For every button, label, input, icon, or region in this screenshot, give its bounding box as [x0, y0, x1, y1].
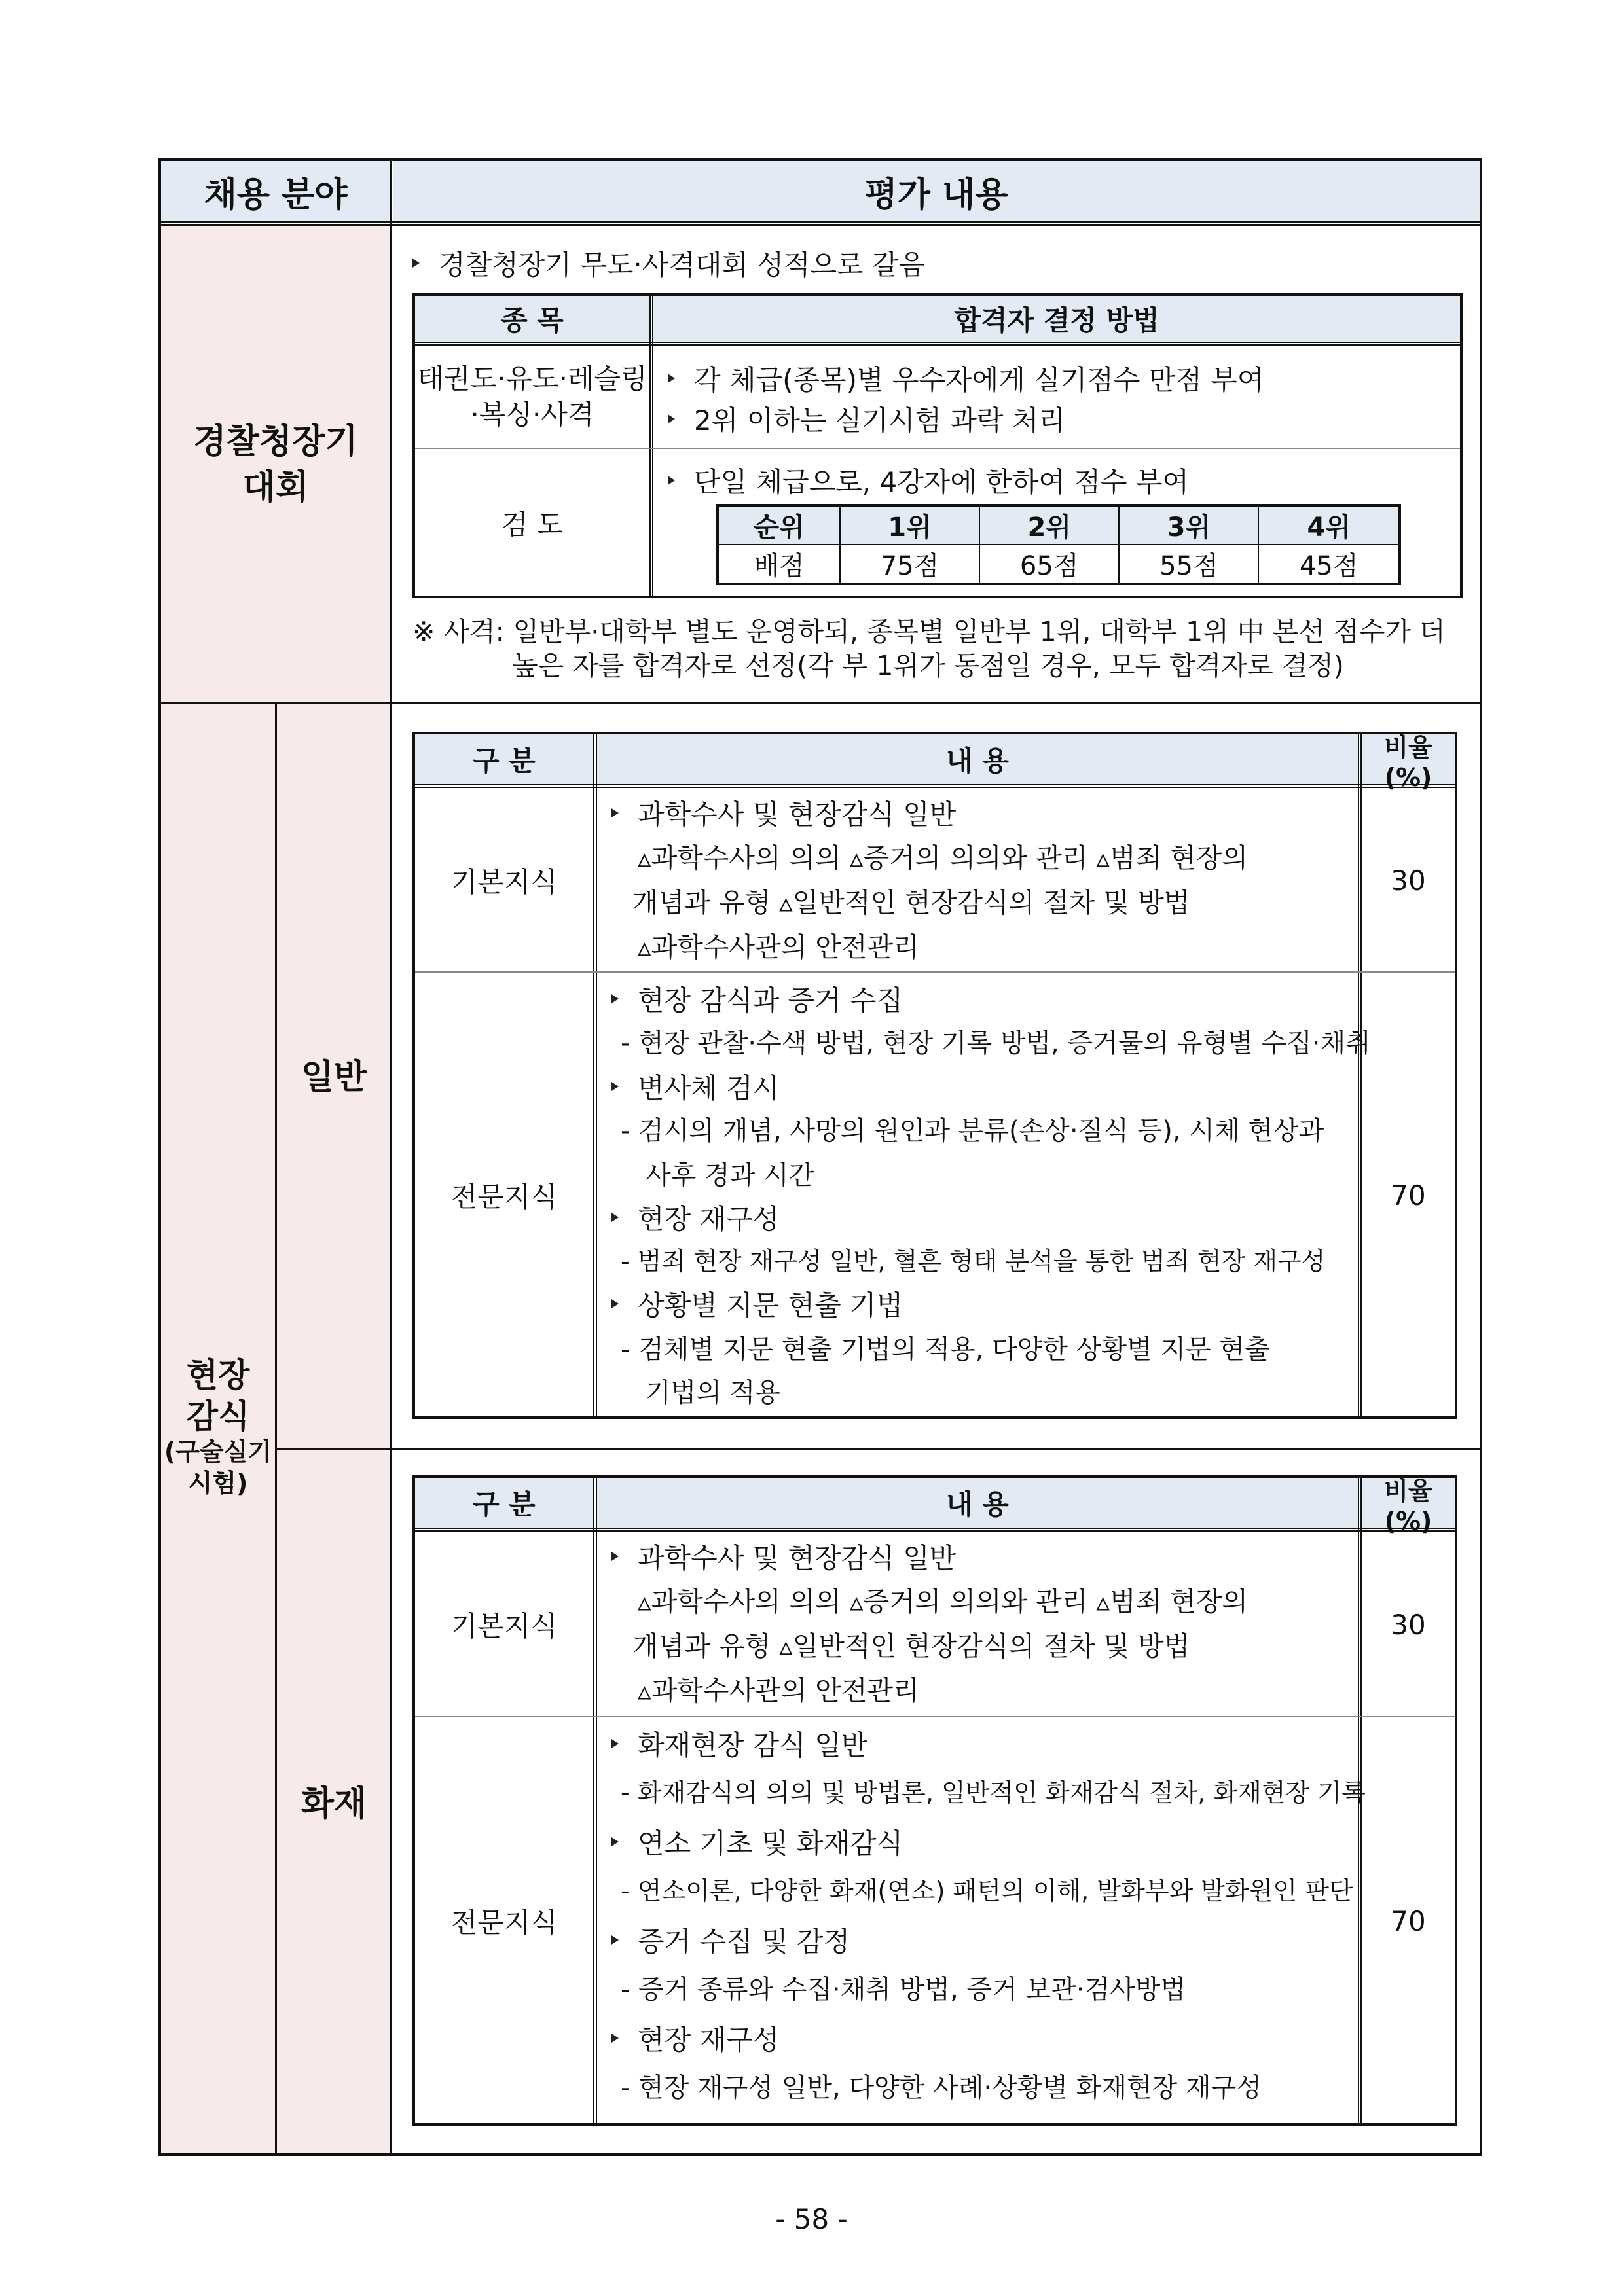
page-number: - 58 -	[775, 2202, 848, 2235]
general-expert-line: - 검시의 개념, 사망의 원인과 분류(손상·질식 등), 시체 현상과	[621, 1116, 1324, 1146]
fire-head-divider	[415, 1528, 1455, 1532]
general-expert-line: - 현장 관찰·수색 방법, 현장 기록 방법, 증거물의 유형별 수집·채취	[621, 1028, 1371, 1058]
general-col-divider1	[593, 734, 597, 1416]
rank-head-cell: 1위	[840, 505, 979, 545]
general-basic-l3: 개념과 유형 ▵일반적인 현장감식의 절차 및 방법	[632, 887, 1190, 918]
sec2-sub-row-divider	[275, 1448, 1480, 1450]
fire-head-c1: 구 분	[415, 1478, 593, 1528]
fire-expert-line: - 현장 재구성 일반, 다양한 사례·상황별 화재현장 재구성	[621, 2073, 1262, 2103]
fire-basic-ratio: 30	[1391, 1608, 1426, 1641]
fire-expert-line: 화재현장 감식 일반	[605, 1724, 867, 1763]
sec2-fire-label: 화재	[301, 1784, 367, 1823]
sec1-note-line2: 높은 자를 합격자로 선정(각 부 1위가 동점일 경우, 모두 합격자로 결정)	[512, 650, 1344, 681]
rank-table	[716, 504, 1401, 585]
fire-expert-line: - 연소이론, 다양한 화재(연소) 패턴의 이해, 발화부와 발화원인 판단	[621, 1876, 1353, 1905]
fire-expert-line: 증거 수집 및 감정	[605, 1920, 850, 1960]
general-basic-ratio: 30	[1391, 864, 1426, 897]
sec1-label-line2: 대회	[242, 468, 309, 507]
rank-head-cell: 순위	[718, 505, 840, 545]
general-expert-ratio: 70	[1391, 1179, 1426, 1211]
rank-head-cell: 4위	[1258, 505, 1400, 545]
header-col1: 채용 분야	[161, 161, 390, 221]
general-expert-name: 전문지식	[450, 1181, 558, 1213]
sec1-intro: 경찰청장기 무도·사격대회 성적으로 갈음	[406, 243, 925, 283]
fire-expert-ratio: 70	[1391, 1905, 1426, 1937]
sec1-row2-name: 검 도	[501, 509, 564, 541]
general-basic-l4: ▵과학수사관의 안전관리	[638, 931, 919, 963]
general-head-c2: 내 용	[597, 734, 1358, 784]
fire-basic-name: 기본지식	[450, 1610, 558, 1642]
sec2-label: 현장 감식 (구술실기 시험)	[164, 1356, 272, 1498]
fire-expert-line: 연소 기초 및 화재감식	[605, 1822, 903, 1861]
sec1-inner-head-divider	[415, 342, 1460, 346]
fire-basic-l4: ▵과학수사관의 안전관리	[638, 1675, 919, 1706]
general-head-c1: 구 분	[415, 734, 593, 784]
fire-expert-line: 현장 재구성	[605, 2018, 779, 2058]
fire-col-divider1	[593, 1478, 597, 2123]
rank-cell: 65점	[979, 545, 1119, 584]
sec1-inner-head-c1: 종 목	[415, 296, 649, 342]
rank-head-cell: 3위	[1119, 505, 1258, 545]
sec1-row1-name: 태권도·유도·레슬링 ·복싱·사격	[417, 363, 647, 431]
header-col2: 평가 내용	[393, 161, 1480, 221]
sec1-row2-bullet1: 단일 체급으로, 4강자에 한하여 점수 부여	[661, 461, 1189, 500]
rank-cell: 배점	[718, 545, 840, 584]
sec1-inner-col-divider	[649, 296, 653, 596]
general-head-divider	[415, 784, 1455, 788]
sec1-note-line1: ※ 사격: 일반부·대학부 별도 운영하되, 종목별 일반부 1위, 대학부 1위 中 본선 점수가 더	[412, 616, 1446, 647]
general-basic-l2: ▵과학수사의 의의 ▵증거의 의의와 관리 ▵범죄 현장의	[638, 842, 1249, 874]
fire-expert-line: - 화재감식의 의의 및 방법론, 일반적인 화재감식 절차, 화재현장 기록	[621, 1778, 1366, 1807]
general-expert-line: 변사체 검시	[605, 1067, 779, 1106]
rank-head-cell: 2위	[979, 505, 1119, 545]
fire-row-divider	[415, 1716, 1455, 1717]
general-expert-line: - 검체별 지문 현출 기법의 적용, 다양한 상황별 지문 현출	[621, 1335, 1270, 1365]
sec2-sub-divider	[275, 704, 277, 2153]
col-divider-main	[390, 161, 392, 2153]
sec1-row1-bullet2: 2위 이하는 실기시험 과락 처리	[661, 399, 1065, 439]
sec1-label-cell	[161, 226, 390, 703]
general-expert-line: - 범죄 현장 재구성 일반, 혈흔 형태 분석을 통한 범죄 현장 재구성	[621, 1247, 1326, 1276]
fire-basic-l1: 과학수사 및 현장감식 일반	[605, 1537, 956, 1576]
sec1-inner-head-c2: 합격자 결정 방법	[653, 296, 1460, 342]
rank-cell: 45점	[1258, 545, 1400, 584]
general-row-divider	[415, 971, 1455, 973]
general-basic-name: 기본지식	[450, 866, 558, 898]
sec1-label-line1: 경찰청장기	[193, 422, 358, 461]
header-divider	[161, 221, 1480, 226]
general-expert-line: 현장 재구성	[605, 1198, 779, 1237]
sec2-general-label: 일반	[301, 1057, 367, 1097]
general-expert-line: 기법의 적용	[646, 1378, 780, 1408]
rank-cell: 55점	[1119, 545, 1258, 584]
general-expert-line: 상황별 지문 현출 기법	[605, 1284, 903, 1323]
fire-expert-line: - 증거 종류와 수집·채취 방법, 증거 보관·검사방법	[621, 1975, 1186, 2005]
fire-head-c2: 내 용	[597, 1478, 1358, 1528]
sec1-inner-row-divider	[415, 448, 1460, 449]
fire-basic-l3: 개념과 유형 ▵일반적인 현장감식의 절차 및 방법	[632, 1630, 1190, 1662]
fire-head-c3: 비율(%)	[1362, 1478, 1455, 1528]
rank-cell: 75점	[840, 545, 979, 584]
sec1-row1-bullet1: 각 체급(종목)별 우수자에게 실기점수 만점 부여	[661, 359, 1264, 398]
fire-expert-name: 전문지식	[450, 1907, 558, 1939]
general-head-c3: 비율(%)	[1362, 734, 1455, 784]
general-expert-line: 현장 감식과 증거 수집	[605, 979, 903, 1018]
fire-basic-l2: ▵과학수사의 의의 ▵증거의 의의와 관리 ▵범죄 현장의	[638, 1586, 1249, 1617]
general-expert-line: 사후 경과 시간	[646, 1160, 814, 1191]
general-basic-l1: 과학수사 및 현장감식 일반	[605, 793, 956, 833]
